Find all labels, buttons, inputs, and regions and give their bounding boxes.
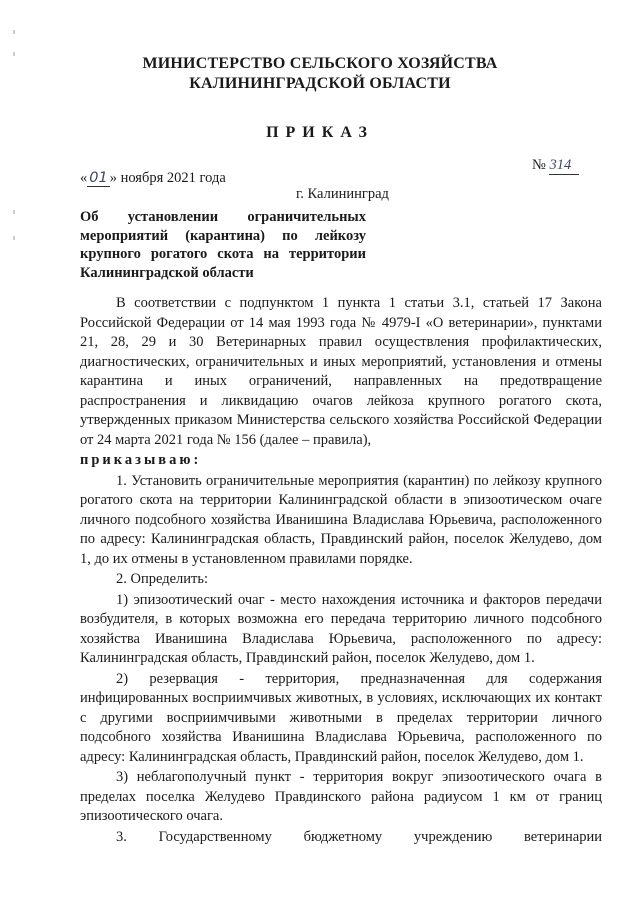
order-number [532, 157, 579, 175]
date-open-quote: « [80, 170, 88, 186]
paragraph-3: 3. Государственному бюджетному учреждению ветеринарии [116, 828, 602, 845]
paragraph-1: 1. Установить ограничительные мероприятия (карантин) по лейкозу крупного рогатого скота на территории Калининградской области в эпизоотическом очаге личного подсобного хозяйства Иванишина Владислава Юрьевича, расположенного по адресу: Калининградская область, Правдинский район, поселок Желудево, дом 1, до их отмены в установленном правилами порядке. [80, 472, 602, 567]
order-body [80, 294, 602, 848]
paragraph-2-1: 1) эпизоотический очаг - место нахождения источника и факторов передачи возбудителя, в которых возможна его передача территорию личного подсобного хозяйства Иванишина Владислава Юрьевича, расположенного по адресу: Калининградская область, Правдинский район, поселок Желудево, дом 1. [80, 591, 602, 666]
paragraph-2: 2. Определить: [116, 571, 209, 587]
date-rest: ноября 2021 года [116, 170, 226, 186]
date-close-quote: » [109, 170, 117, 186]
date-day-handwritten: 01 [89, 170, 108, 186]
order-subject: Об установлении ограничительных мероприятий (карантина) по лейкозу крупного рогатого скота на территории Калининградской области [80, 209, 366, 281]
order-date [80, 170, 226, 187]
org-line-1: МИНИСТЕРСТВО СЕЛЬСКОГО ХОЗЯЙСТВА [142, 55, 498, 72]
paragraph-2-2: 2) резервация - территория, предназначенная для содержания инфицированных восприимчивых животных, в условиях, исключающих их контакт с другими восприимчивыми животными в пределах территории личного подсобного хозяйства Иванишина Владислава Юрьевича, расположенного по адресу: Калининградская область, Правдинский район, поселок Желудево, дом 1. [80, 670, 602, 765]
number-value-handwritten: 314 [549, 157, 579, 175]
orders-line [80, 451, 602, 471]
paragraph-2-3: 3) неблагополучный пункт - территория вокруг эпизоотического очага в пределах поселка Желудево Правдинского района радиусом 1 км от границ эпизоотического очага. [80, 769, 602, 824]
preamble-paragraph: В соответствии с подпунктом 1 пункта 1 статьи 3.1, статьей 17 Закона Российской Федерации от 14 мая 1993 года № 4979-I «О ветеринарии», пунктами 21, 28, 29 и 30 Ветеринарных правил осуществления профилактических, диагностических, ограничительных и иных мероприятий, установления и отмены карантина и иных ограничений, направленных на предотвращение распространения и ликвидацию очагов лейкоза крупного рогатого скота, утвержденных приказом Министерства сельского хозяйства Российской Федерации от 24 марта 2021 года № 156 (далее – правила), [80, 295, 602, 448]
org-line-2: КАЛИНИНГРАДСКОЙ ОБЛАСТИ [189, 75, 451, 92]
number-prefix: № [532, 157, 546, 173]
order-title: ПРИКАЗ [266, 124, 374, 141]
organization-name [0, 54, 640, 94]
orders-word: приказываю: [80, 452, 202, 468]
city: г. Калининград [296, 186, 389, 202]
